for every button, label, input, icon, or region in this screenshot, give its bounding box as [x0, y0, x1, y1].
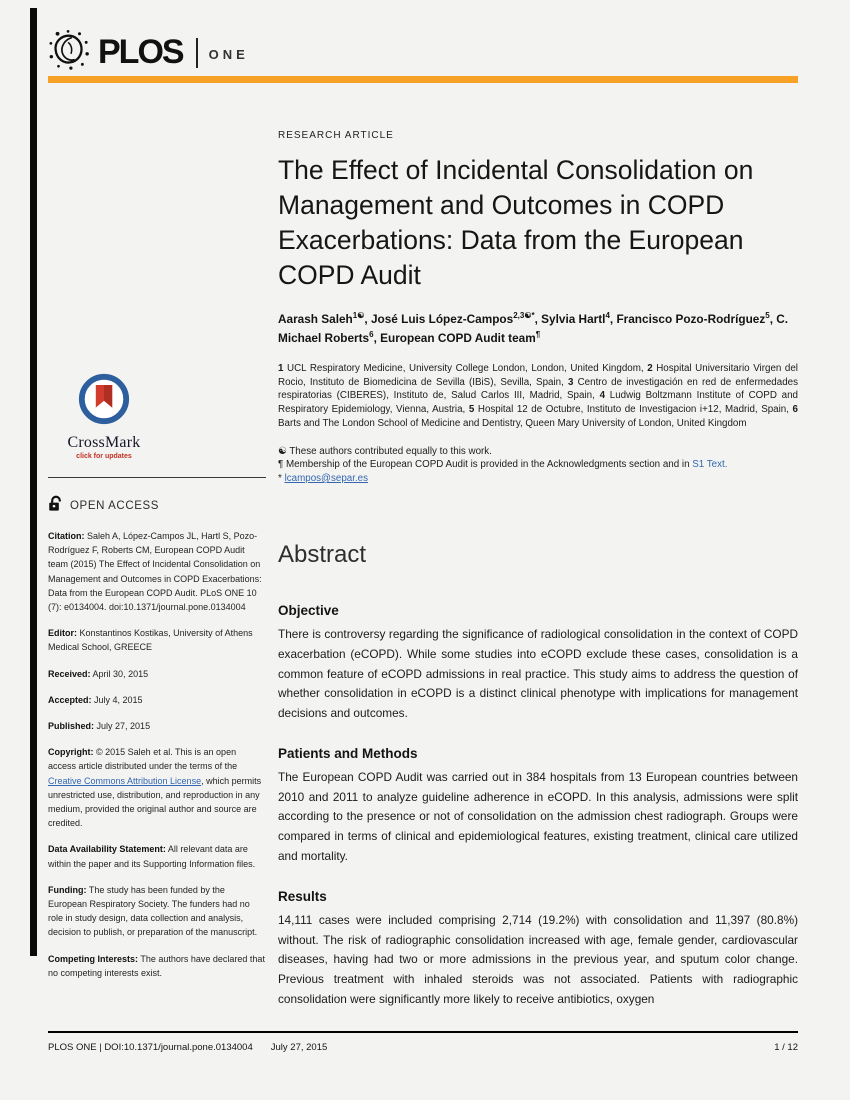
corresponding-email-note: * lcampos@separ.es: [278, 472, 369, 484]
abstract-objective-text: There is controversy regarding the significance of radiological consolidation in the context of COPD exacerbation (eCOPD). While some studies into eCOPD exclude these cases, consolidation is a common feature of eCOPD admissions in real practice. This study aims to address the question of whether consolidation in eCOPD is a distinct clinical phenotype with implications for management decisions and outcomes.: [278, 627, 798, 720]
author: Francisco Pozo-Rodríguez$^5$,: [616, 311, 777, 326]
copyright-block: Copyright: © 2015 Saleh et al. This is an open access article distributed under the terms of the Creative Commons Attribution License, which permits unrestricted use, distribution, and reproduction in any medium, provided the original author and source are credited.: [48, 747, 262, 829]
masthead-accent-bar: [48, 76, 798, 83]
received-block: Received: April 30, 2015: [48, 668, 149, 679]
article-title: The Effect of Incidental Consolidation on Management and Outcomes in COPD Exacerbations: Data from the European COPD Audit: [278, 155, 754, 290]
s1-text-link[interactable]: S1 Text.: [692, 459, 728, 471]
author-list: [278, 308, 798, 347]
page-footer: [48, 1031, 798, 1053]
affiliation: 1 UCL Respiratory Medicine, University College London, London, United Kingdom,: [278, 362, 644, 374]
article-sidebar: [48, 372, 266, 980]
membership-note: ¶ Membership of the European COPD Audit is provided in the Acknowledgments section and in S1 Text.: [278, 459, 728, 471]
author: Aarash Saleh$^{1☯}$,: [278, 311, 371, 326]
published-block: Published: July 27, 2015: [48, 721, 151, 732]
abstract-methods-heading: Patients and Methods: [278, 746, 418, 762]
one-wordmark: ONE: [208, 47, 249, 62]
author: José Luis López-Campos$^{2,3☯*}$,: [370, 311, 542, 326]
footer-doi: PLOS ONE | DOI:10.1371/journal.pone.0134004: [48, 1042, 253, 1053]
abstract-results-heading: Results: [278, 889, 327, 905]
crossmark-label: CrossMark: [67, 434, 141, 451]
editor-block: Editor: Konstantinos Kostikas, University of Athens Medical School, GREECE: [48, 628, 253, 653]
affiliation: 6 Barts and The London School of Medicine and Dentistry, Queen Mary University of London, United Kingdom: [278, 404, 798, 430]
author: European COPD Audit team¶: [380, 330, 541, 346]
funding-block: Funding: The study has been funded by the European Respiratory Society. The funders had no role in study design, data collection and analysis, decision to publish, or preparation of the manuscript.: [48, 884, 258, 938]
open-lock-icon: [48, 495, 63, 517]
citation-block: Citation: Saleh A, López-Campos JL, Hartl S, Pozo-Rodríguez F, Roberts CM, European COPD Audit team (2015) The Effect of Incidental Consolidation on Management and Outcomes in COPD Exacerbations: Data from the European COPD Audit. PLoS ONE 10 (7): e0134004. doi:10.1371/journal.pone.0134004: [48, 531, 262, 613]
author: C. Michael Roberts$^6$,: [278, 311, 789, 346]
cc-license-link[interactable]: Creative Commons Attribution License: [48, 775, 202, 786]
footer-page-number: 1 / 12: [774, 1042, 798, 1053]
affiliation: 4 Ludwig Boltzmann Institute of COPD and Respiratory Epidemiology, Vienna, Austria,: [278, 390, 798, 416]
crossmark-subtitle: click for updates: [76, 453, 132, 460]
abstract-results-text: 14,111 cases were included comprising 2,714 (19.2%) with consolidation and 11,397 (80.8%) without. The risk of radiographic consolidation increased with age, female gender, cardiovascular diseases, having had two or more admissions in the previous year, and sputum color change. Previous treatment with inhaled steroids was not associated. Patients with radiographic consolidation were significantly more likely to receive antibiotics, oxygen: [278, 913, 798, 1006]
plos-wordmark: PLOS: [98, 33, 183, 71]
plos-logo-icon: [48, 28, 90, 77]
open-access-row: [48, 495, 266, 517]
crossmark-icon: [77, 413, 131, 430]
accepted-block: Accepted: July 4, 2015: [48, 694, 143, 705]
author-notes: [278, 445, 798, 486]
footer-journal-info: [48, 1042, 327, 1053]
article-main-column: [278, 130, 798, 1032]
affiliation: 2 Hospital Universitario Virgen del Rocio, Instituto de Biomedicina de Sevilla (IBiS), Sevilla, Spain,: [278, 362, 798, 388]
author: Sylvia Hartl$^4$,: [541, 311, 617, 326]
abstract-section: [278, 541, 798, 1009]
affiliation-list: [278, 362, 798, 431]
plos-masthead: [48, 28, 249, 77]
masthead-divider: [196, 38, 198, 68]
email-link[interactable]: lcampos@separ.es: [284, 472, 369, 484]
data-availability-block: Data Availability Statement: All relevant data are within the paper and its Supporting Information files.: [48, 844, 256, 869]
abstract-objective-heading: Objective: [278, 603, 339, 619]
sidebar-divider: [48, 477, 266, 478]
affiliation: 3 Centro de investigación en red de enfermedades respiratorias (CIBERES), Instituto de, Salud Carlos III, Madrid, Spain,: [278, 376, 799, 402]
abstract-methods-text: The European COPD Audit was carried out in 384 hospitals from 13 European countries between 2010 and 2011 to analyze guideline adherence in eCOPD. In this analysis, admissions were split according to the presence or not of consolidation on the admission chest radiograph. Groups were compared in terms of clinical and epidemiological features, existing treatment, clinical care utilized and mortality.: [278, 770, 798, 863]
footer-date: July 27, 2015: [270, 1042, 328, 1053]
crossmark-badge[interactable]: [48, 372, 160, 460]
article-kicker: RESEARCH ARTICLE: [278, 130, 394, 141]
open-access-label: OPEN ACCESS: [70, 500, 160, 512]
competing-interests-block: Competing Interests: The authors have declared that no competing interests exist.: [48, 953, 265, 978]
equal-contribution-note: ☯ These authors contributed equally to this work.: [278, 445, 492, 457]
affiliation: 5 Hospital 12 de Octubre, Instituto de Investigacion i+12, Madrid, Spain,: [468, 404, 789, 416]
scan-edge-bar: [30, 8, 37, 956]
abstract-heading: Abstract: [278, 541, 367, 569]
